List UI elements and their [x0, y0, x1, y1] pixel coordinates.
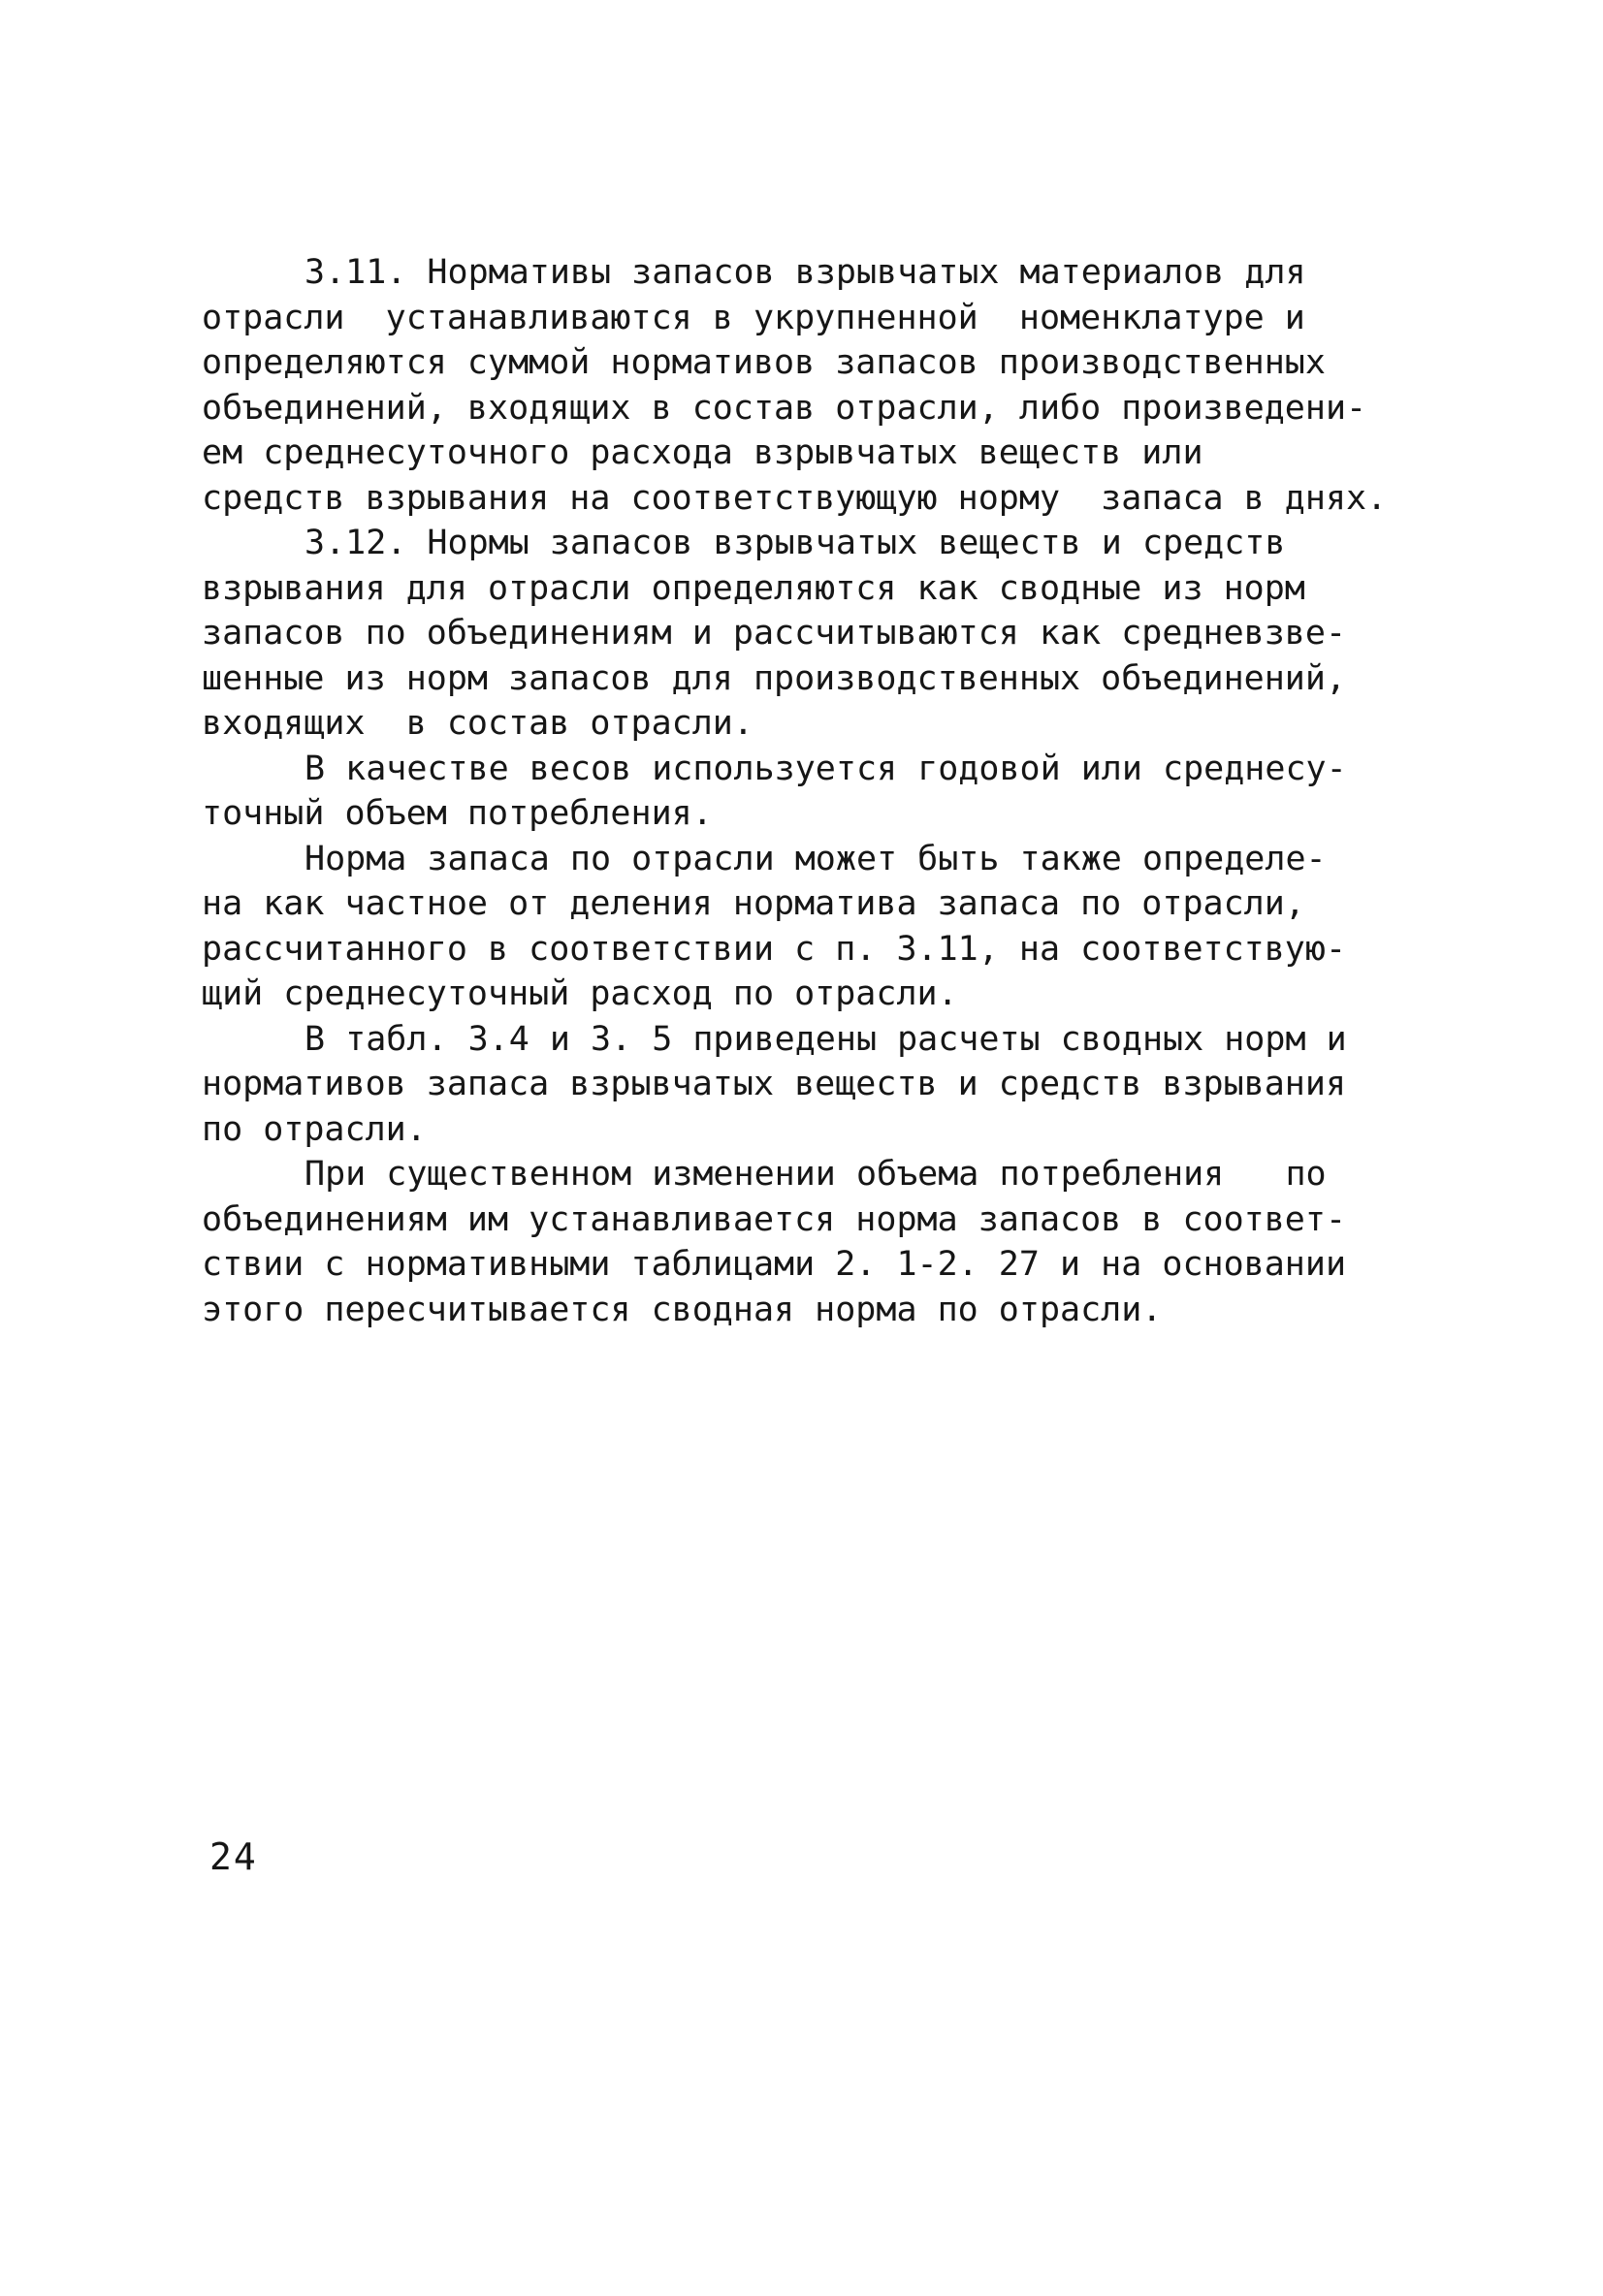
- text-line: 3.11. Нормативы запасов взрывчатых материалов для: [305, 253, 1306, 292]
- text-line: средств взрывания на соответствующую норму запаса в днях.: [202, 478, 1388, 518]
- text-line: взрывания для отрасли определяются как сводные из норм: [202, 568, 1305, 608]
- text-line: на как частное от деления норматива запаса по отрасли,: [202, 884, 1305, 923]
- text-line: объединений, входящих в состав отрасли, либо произведени-: [202, 388, 1367, 428]
- paragraph-consumption-change: [202, 1152, 1424, 1332]
- text-line: этого пересчитывается сводная норма по отрасли.: [202, 1290, 1163, 1329]
- text-line: В качестве весов используется годовой или среднесу-: [305, 749, 1347, 788]
- text-line: щий среднесуточный расход по отрасли.: [202, 974, 958, 1013]
- paragraph-tables-reference: [202, 1017, 1424, 1153]
- text-line: шенные из норм запасов для производственных объединений,: [202, 658, 1347, 698]
- text-line: определяются суммой нормативов запасов производственных: [202, 343, 1326, 382]
- text-line: При существенном изменении объема потребления по: [305, 1155, 1327, 1194]
- text-line: ствии с нормативными таблицами 2. 1-2. 27 и на основании: [202, 1245, 1347, 1284]
- text-line: по отрасли.: [202, 1109, 427, 1149]
- text-line: 3.12. Нормы запасов взрывчатых веществ и средств: [305, 524, 1286, 562]
- paragraph-3-11: [202, 250, 1424, 521]
- text-line: ем среднесуточного расхода взрывчатых веществ или: [202, 433, 1203, 472]
- paragraph-3-12: [202, 521, 1424, 747]
- text-line: запасов по объединениям и рассчитываются как средневзве-: [202, 614, 1347, 653]
- paragraph-norm-definition: [202, 837, 1424, 1017]
- page-number: 24: [209, 1835, 258, 1878]
- text-line: точный объем потребления.: [202, 794, 713, 833]
- text-line: отрасли устанавливаются в укрупненной номенклатуре и: [202, 298, 1305, 337]
- text-line: нормативов запаса взрывчатых веществ и средств взрывания: [202, 1065, 1347, 1103]
- text-line: В табл. 3.4 и 3. 5 приведены расчеты сводных норм и: [305, 1019, 1347, 1059]
- text-line: Норма запаса по отрасли может быть также определе-: [305, 839, 1327, 878]
- text-line: входящих в состав отрасли.: [202, 704, 753, 743]
- body-text: [202, 250, 1424, 1332]
- paragraph-weights: [202, 747, 1424, 837]
- text-line: объединениям им устанавливается норма запасов в соответ-: [202, 1199, 1347, 1239]
- text-line: рассчитанного в соответствии с п. 3.11, на соответствую-: [202, 929, 1347, 969]
